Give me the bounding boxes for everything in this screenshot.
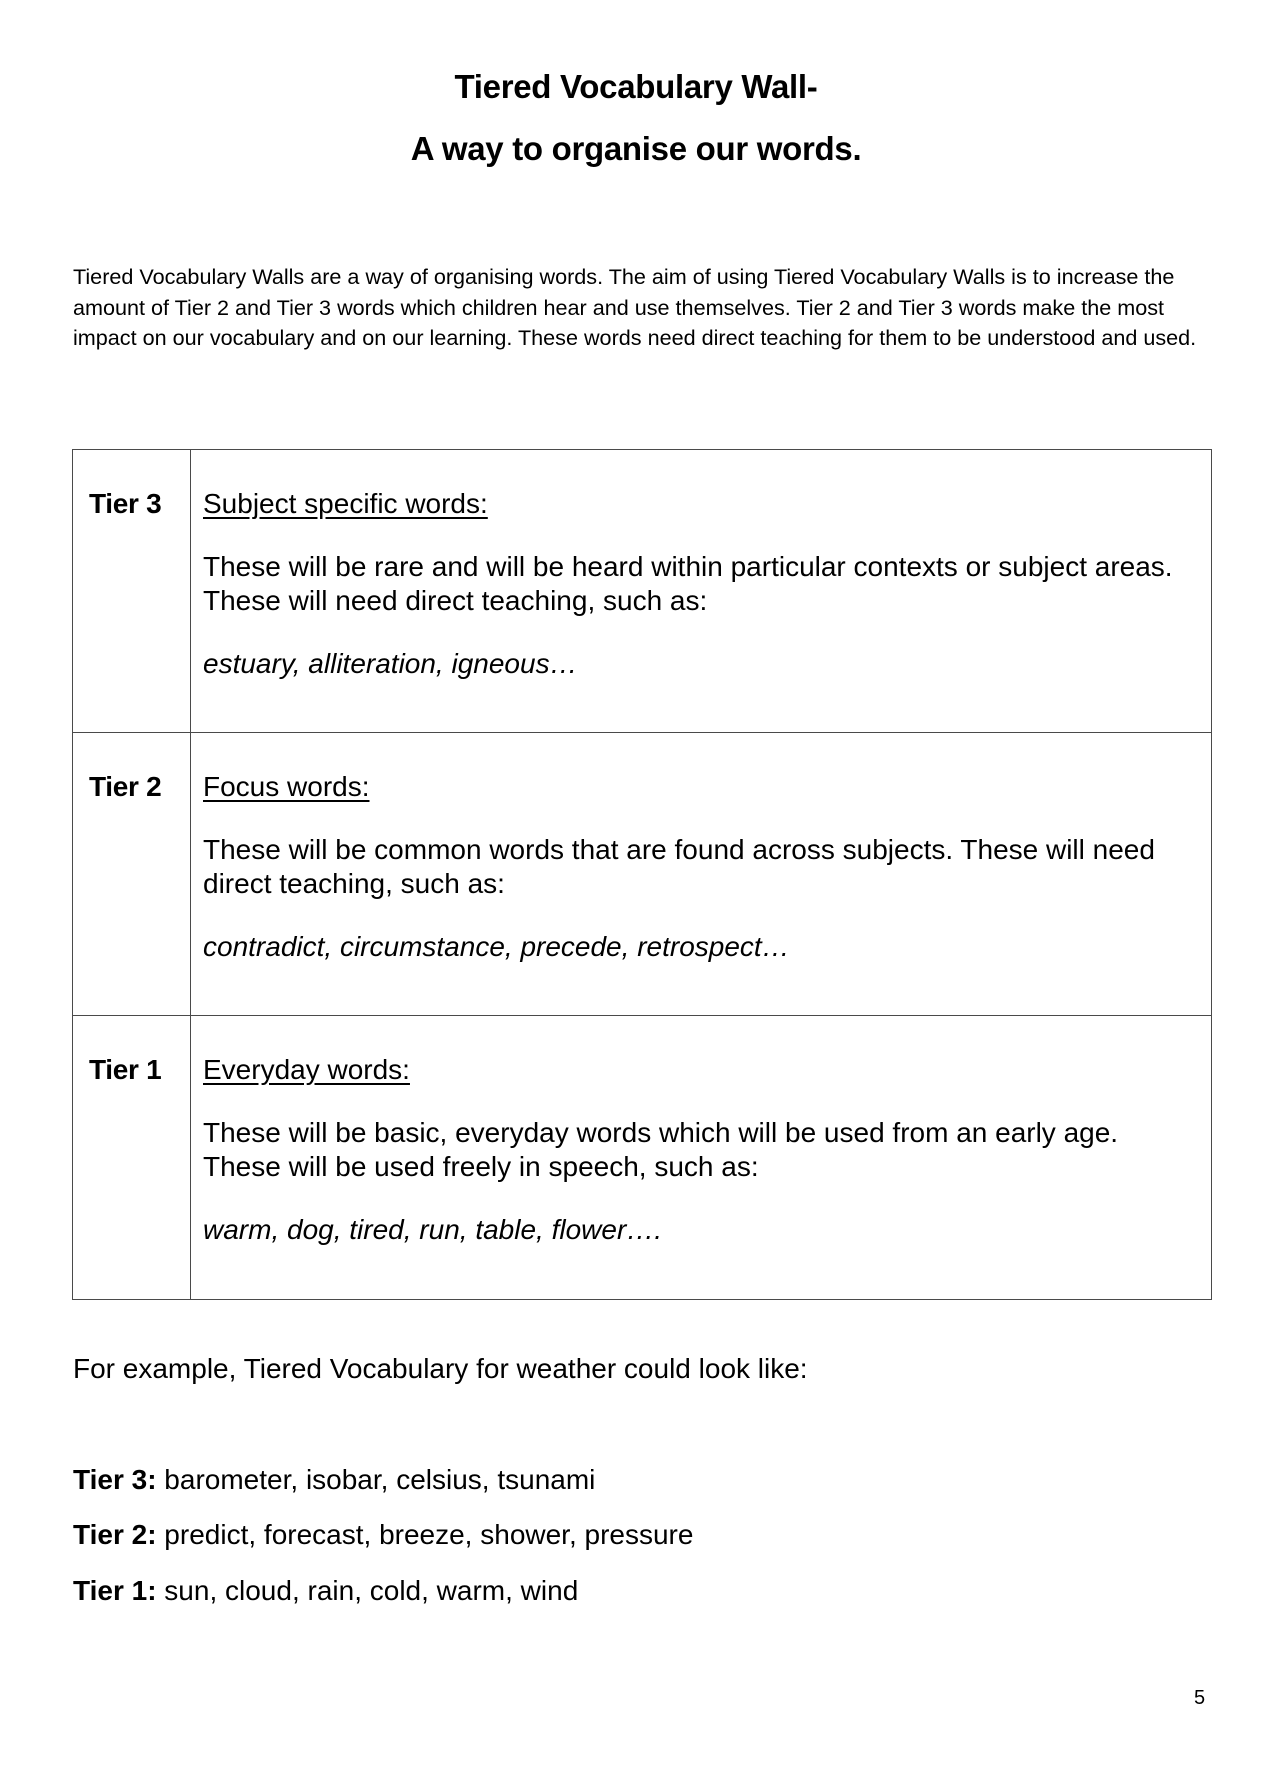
intro-paragraph: Tiered Vocabulary Walls are a way of organising words. The aim of using Tiered Vocabulary Walls is to increase the amount of Tier 2 and Tier 3 words which children hear and use themselves. Tier 2 and Tier 3 words make the most impact on our vocabulary and on our learning. These words need direct teaching for them to be understood and used. <box>73 264 1197 350</box>
example-tier-label: Tier 3: <box>73 1464 157 1495</box>
page-subtitle: A way to organise our words. <box>410 130 862 167</box>
page-number: 5 <box>1194 1687 1206 1709</box>
tier-name: Tier 2 <box>73 733 191 1016</box>
tier-heading: Everyday words: <box>203 1054 410 1085</box>
example-tier-1 <box>73 1575 578 1607</box>
tier-examples: contradict, circumstance, precede, retrospect… <box>203 931 790 962</box>
example-tier-words: predict, forecast, breeze, shower, pressure <box>156 1519 694 1550</box>
tier-examples: warm, dog, tired, run, table, flower…. <box>203 1214 663 1245</box>
tier-content <box>191 733 1212 1016</box>
tier-examples: estuary, alliteration, igneous… <box>203 648 578 679</box>
tier-heading: Focus words: <box>203 771 370 802</box>
tier-row-1 <box>73 1016 1212 1300</box>
example-intro: For example, Tiered Vocabulary for weather could look like: <box>73 1353 808 1384</box>
tier-content <box>191 450 1212 733</box>
example-tier-words: barometer, isobar, celsius, tsunami <box>156 1464 596 1495</box>
tier-content <box>191 1016 1212 1300</box>
tier-description: These will be common words that are found across subjects. These will need direct teaching, such as: <box>203 834 1155 899</box>
tier-name: Tier 1 <box>73 1016 191 1300</box>
tier-table <box>72 449 1212 1300</box>
example-tier-label: Tier 1: <box>73 1575 157 1606</box>
tier-row-2 <box>73 733 1212 1016</box>
example-tier-3 <box>73 1464 595 1496</box>
tier-row-3 <box>73 450 1212 733</box>
example-tier-words: sun, cloud, rain, cold, warm, wind <box>156 1575 579 1606</box>
tier-description: These will be rare and will be heard within particular contexts or subject areas. These will need direct teaching, such as: <box>203 551 1173 616</box>
tier-name: Tier 3 <box>73 450 191 733</box>
example-tier-2 <box>73 1519 693 1551</box>
example-tier-label: Tier 2: <box>73 1519 157 1550</box>
page-title: Tiered Vocabulary Wall- <box>454 68 818 105</box>
tier-heading: Subject specific words: <box>203 488 488 519</box>
tier-description: These will be basic, everyday words which will be used from an early age. These will be used freely in speech, such as: <box>203 1117 1119 1182</box>
